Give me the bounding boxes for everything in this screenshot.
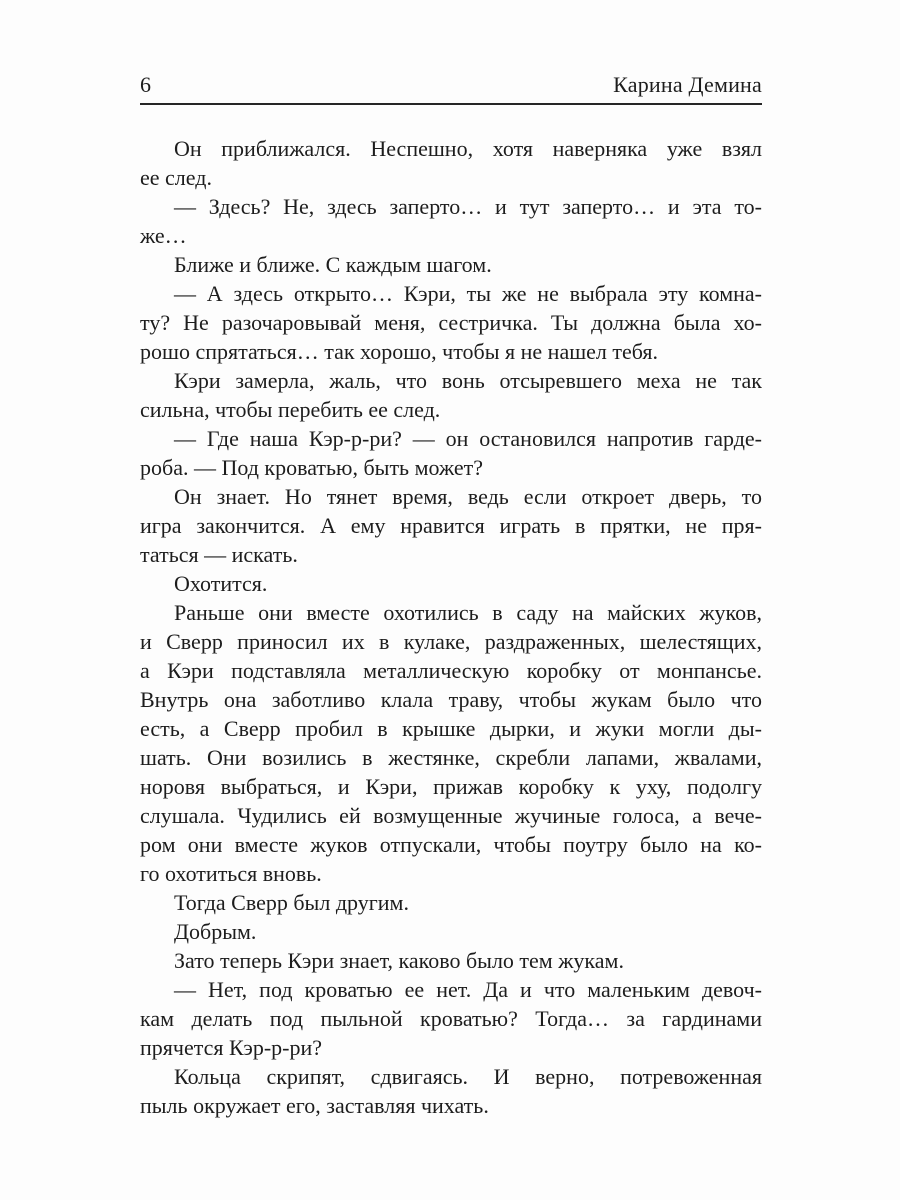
paragraph: [140, 569, 762, 598]
text-line: Тогда Сверр был другим.: [174, 890, 409, 915]
text-line: норовя выбраться, и Кэри, прижав коробку к уху, подолгу: [140, 774, 762, 799]
text-line: го охотиться вновь.: [140, 861, 322, 886]
text-line: прячется Кэр-р-ри?: [140, 1035, 323, 1060]
paragraph: [140, 482, 762, 569]
text-line: Кэри замерла, жаль, что вонь отсыревшего меха не так: [174, 368, 762, 393]
text-line: шать. Они возились в жестянке, скребли лапами, жвалами,: [140, 745, 762, 770]
text-line: и Сверр приносил их в кулаке, раздраженных, шелестящих,: [140, 629, 762, 654]
text-line: Зато теперь Кэри знает, каково было тем жукам.: [174, 948, 624, 973]
paragraph: [140, 250, 762, 279]
text-line: роба. — Под кроватью, быть может?: [140, 455, 484, 480]
page-content: [140, 0, 762, 1120]
text-line: кам делать под пыльной кроватью? Тогда… за гардинами: [140, 1006, 762, 1031]
text-block: [140, 134, 762, 1120]
paragraph: [140, 279, 762, 366]
text-line: Добрым.: [174, 919, 257, 944]
text-line: — Нет, под кроватью ее нет. Да и что маленьким девоч-: [174, 977, 762, 1002]
text-line: Раньше они вместе охотились в саду на майских жуков,: [174, 600, 762, 625]
text-line: Охотится.: [174, 571, 268, 596]
text-line: ее след.: [140, 165, 212, 190]
text-line: ром они вместе жуков отпускали, чтобы поутру было на ко-: [140, 832, 762, 857]
text-line: Он приближался. Неспешно, хотя наверняка уже взял: [174, 136, 762, 161]
paragraph: [140, 424, 762, 482]
text-line: сильна, чтобы перебить ее след.: [140, 397, 441, 422]
text-line: Ближе и ближе. С каждым шагом.: [174, 252, 492, 277]
text-line: есть, а Сверр пробил в крышке дырки, и жуки могли ды-: [140, 716, 762, 741]
text-line: игра закончится. А ему нравится играть в прятки, не пря-: [140, 513, 762, 538]
text-line: — А здесь открыто… Кэри, ты же не выбрала эту комна-: [174, 281, 762, 306]
paragraph: [140, 975, 762, 1062]
author-name: Карина Демина: [613, 72, 762, 97]
paragraph: [140, 946, 762, 975]
text-line: а Кэри подставляла металлическую коробку от монпансье.: [140, 658, 762, 683]
page-number: 6: [140, 72, 152, 97]
paragraph: [140, 366, 762, 424]
text-line: Он знает. Но тянет время, ведь если откроет дверь, то: [174, 484, 762, 509]
text-line: же…: [140, 223, 187, 248]
paragraph: [140, 888, 762, 917]
paragraph: [140, 917, 762, 946]
text-line: пыль окружает его, заставляя чихать.: [140, 1093, 489, 1118]
text-line: слушала. Чудились ей возмущенные жучиные голоса, а вече-: [140, 803, 762, 828]
paragraph: [140, 1062, 762, 1120]
running-head: [140, 72, 762, 105]
paragraph: [140, 598, 762, 888]
text-line: таться — искать.: [140, 542, 298, 567]
paragraph: [140, 134, 762, 192]
text-line: рошо спрятаться… так хорошо, чтобы я не нашел тебя.: [140, 339, 659, 364]
text-line: Кольца скрипят, сдвигаясь. И верно, потревоженная: [174, 1064, 762, 1089]
paragraph: [140, 192, 762, 250]
text-line: — Где наша Кэр-р-ри? — он остановился напротив гарде-: [174, 426, 762, 451]
text-line: Внутрь она заботливо клала траву, чтобы жукам было что: [140, 687, 762, 712]
text-line: ту? Не разочаровывай меня, сестричка. Ты должна была хо-: [140, 310, 762, 335]
text-line: — Здесь? Не, здесь заперто… и тут заперто… и эта то-: [174, 194, 762, 219]
